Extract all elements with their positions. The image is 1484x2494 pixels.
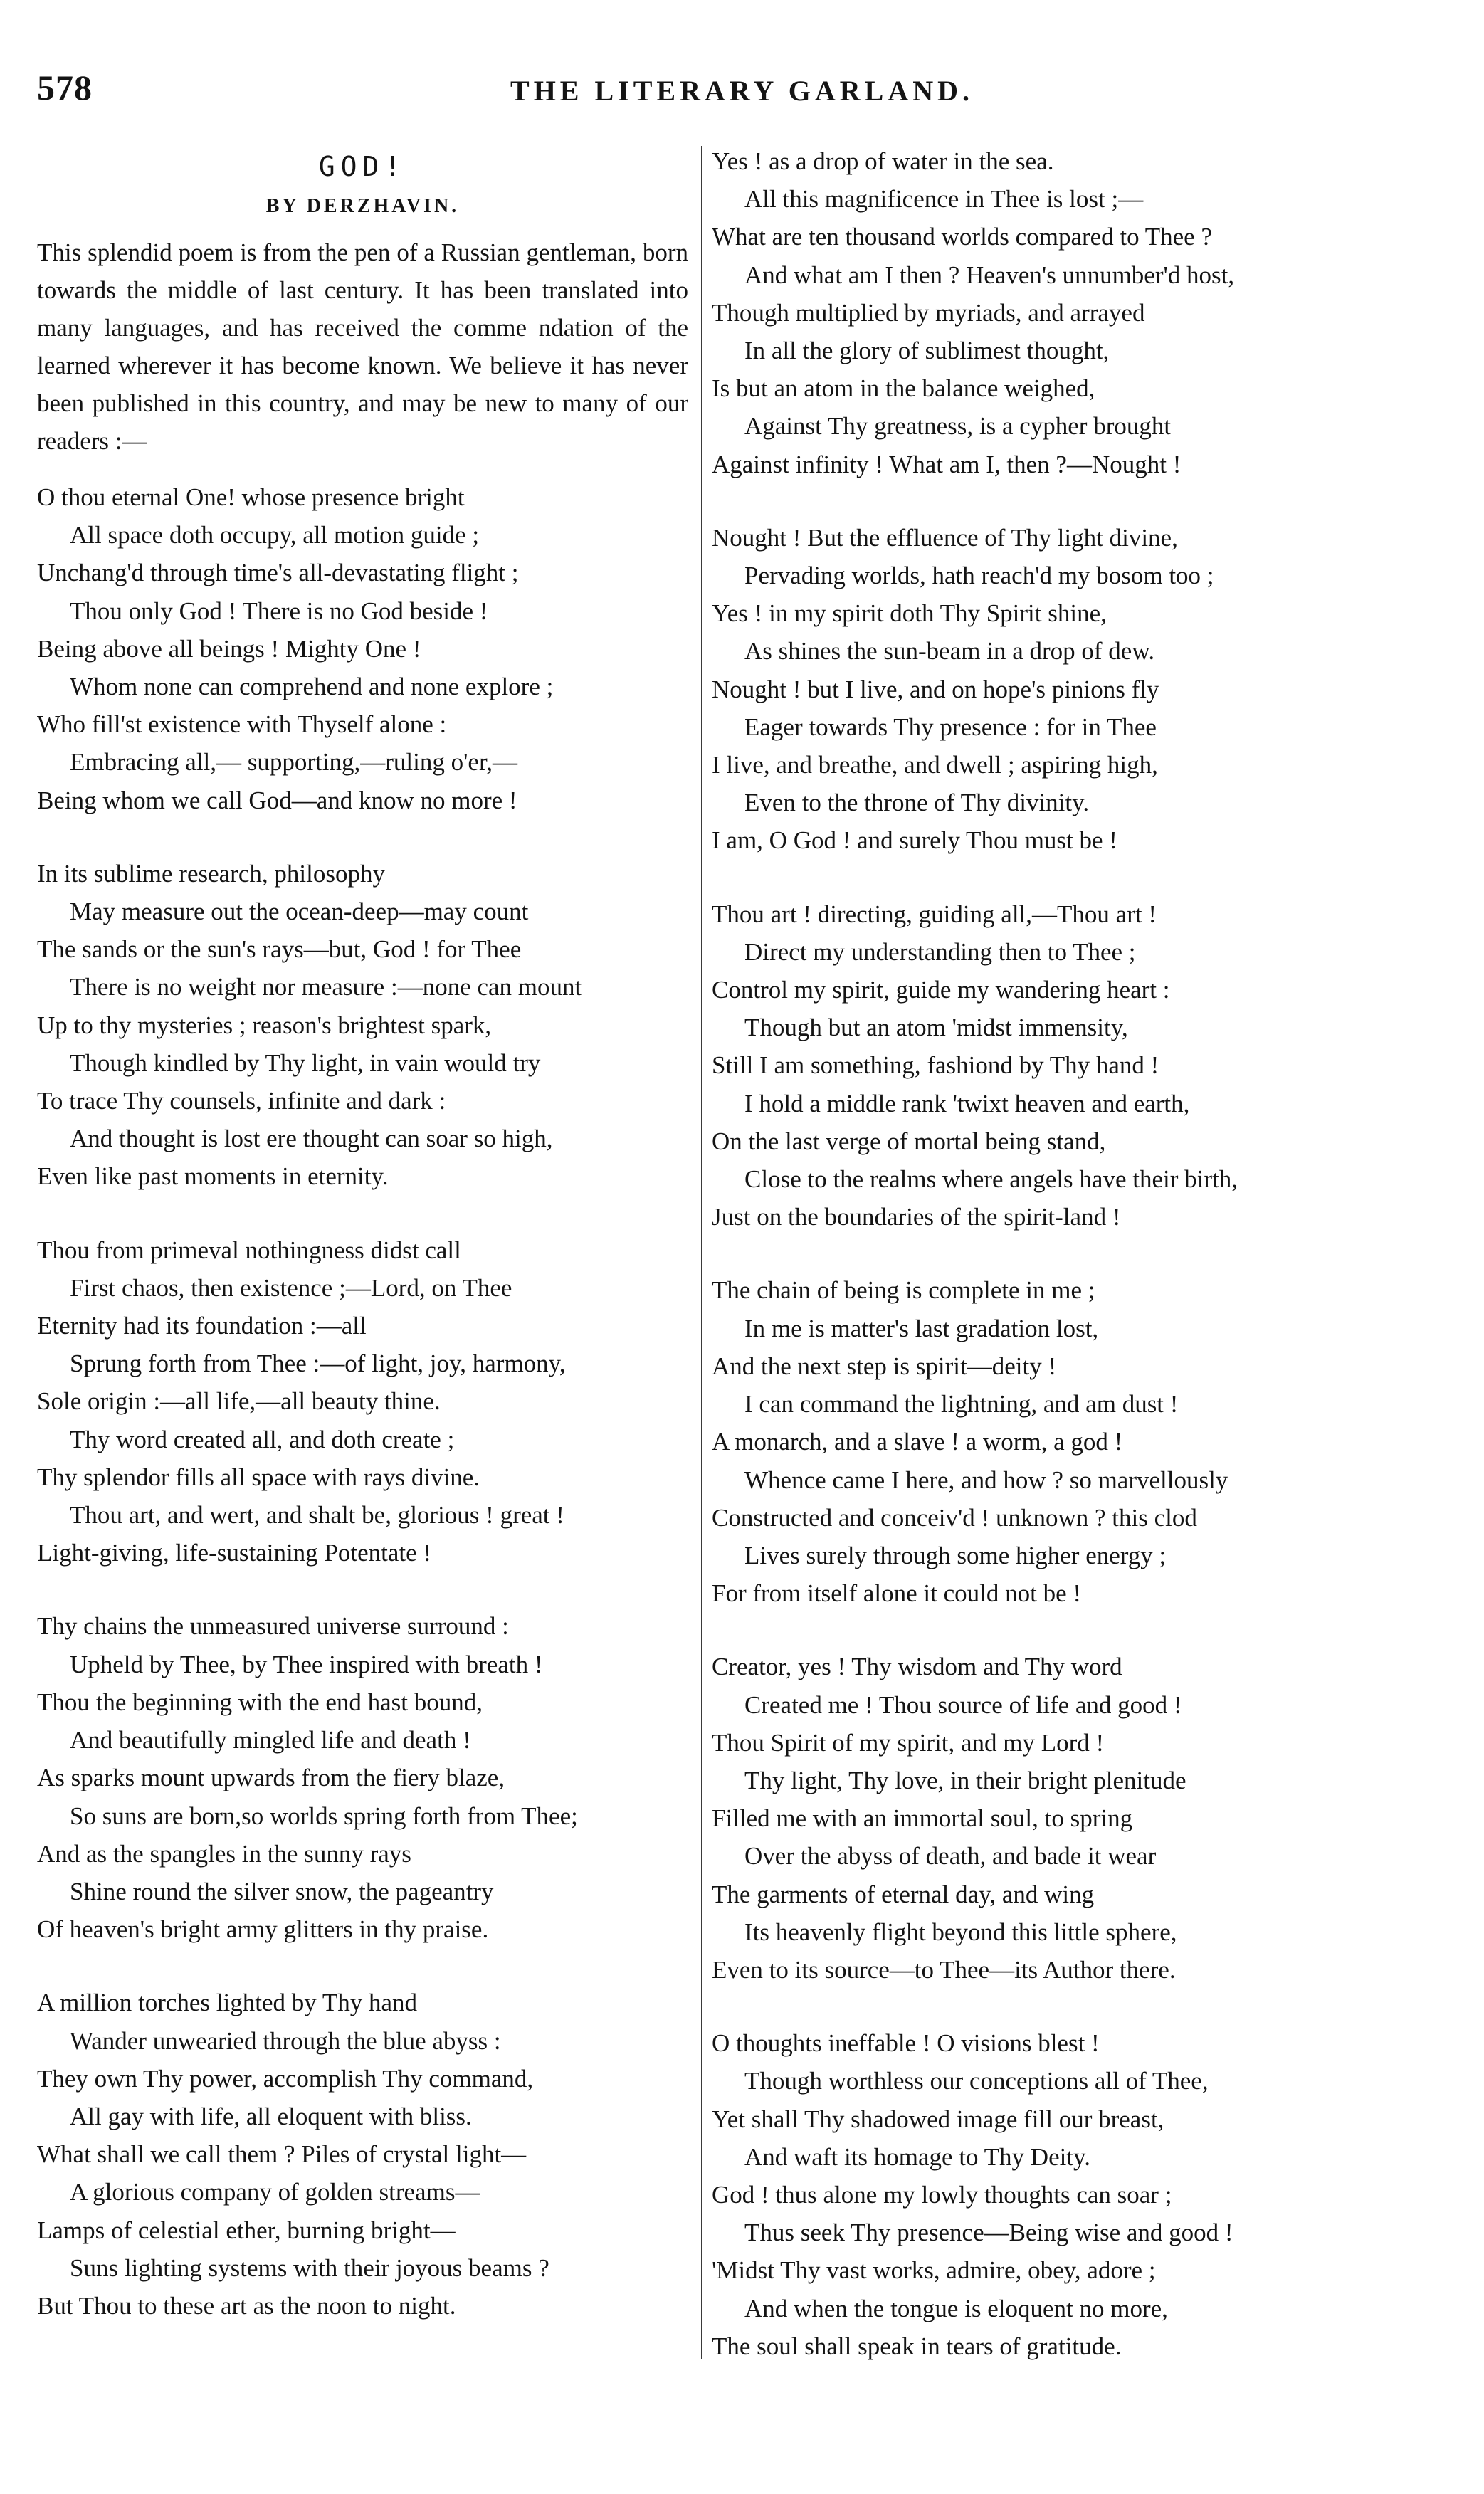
verse-line: Though worthless our conceptions all of Thee, [744, 2067, 1209, 2095]
verse-line: Eager towards Thy presence : for in Thee [744, 712, 1157, 741]
verse-line: Pervading worlds, hath reach'd my bosom too ; [744, 562, 1214, 590]
verse-line: Thou the beginning with the end hast bound, [37, 1688, 483, 1716]
stanza [712, 142, 1445, 483]
verse-line: Thou art ! directing, guiding all,—Thou art ! [712, 900, 1157, 928]
verse-line: Just on the boundaries of the spirit-land ! [712, 1203, 1121, 1231]
verse-line: Who fill'st existence with Thyself alone : [37, 710, 447, 739]
verse-line: In me is matter's last gradation lost, [744, 1314, 1099, 1342]
verse-line: I live, and breathe, and dwell ; aspiring high, [712, 751, 1158, 779]
verse-line: Thy chains the unmeasured universe surround : [37, 1612, 509, 1641]
verse-line: And when the tongue is eloquent no more, [744, 2294, 1168, 2322]
verse-line: Against infinity ! What am I, then ?—Nought ! [712, 450, 1182, 478]
verse-line: Whence came I here, and how ? so marvellously [744, 1466, 1228, 1494]
verse-line: In all the glory of sublimest thought, [744, 337, 1110, 365]
verse-line: God ! thus alone my lowly thoughts can soar ; [712, 2180, 1172, 2209]
verse-line: Sprung forth from Thee :—of light, joy, harmony, [70, 1349, 566, 1378]
verse-line: And the next step is spirit—deity ! [712, 1352, 1057, 1380]
verse-line: For from itself alone it could not be ! [712, 1579, 1082, 1608]
intro-text: This splendid poem is from the pen of a Russian gentleman, born towards the middle of last century. It has been translated into many languages, and has received the comme ndation of the learned wherever it has become known. We believe it has never been published in this country, and may be new to many of our readers :— [37, 238, 688, 455]
verse-line: So suns are born,so worlds spring forth from Thee; [70, 1801, 578, 1830]
verse-line: A million torches lighted by Thy hand [37, 1989, 418, 2017]
verse-line: Being above all beings ! Mighty One ! [37, 634, 421, 663]
verse-line: Lamps of celestial ether, burning bright— [37, 2216, 456, 2244]
verse-line: On the last verge of mortal being stand, [712, 1127, 1106, 1155]
verse-line: The chain of being is complete in me ; [712, 1276, 1095, 1305]
verse-line: And thought is lost ere thought can soar so high, [70, 1125, 553, 1153]
verse-line: All this magnificence in Thee is lost ;— [744, 185, 1144, 214]
verse-line: What shall we call them ? Piles of crystal light— [37, 2140, 527, 2169]
verse-line: Sole origin :—all life,—all beauty thine. [37, 1387, 441, 1416]
verse-line: Shine round the silver snow, the pageantry [70, 1877, 494, 1905]
verse-line: Eternity had its foundation :—all [37, 1312, 367, 1340]
verse-line: Thou from primeval nothingness didst call [37, 1236, 461, 1264]
verse-line: Of heaven's bright army glitters in thy praise. [37, 1915, 489, 1944]
verse-line: Even like past moments in eternity. [37, 1162, 389, 1191]
verse-line: What are ten thousand worlds compared to Thee ? [712, 223, 1212, 251]
verse-line: Suns lighting systems with their joyous beams ? [70, 2253, 549, 2282]
verse-line: But Thou to these art as the noon to night. [37, 2291, 456, 2320]
stanza [37, 478, 688, 819]
verse-line: O thou eternal One! whose presence bright [37, 483, 465, 511]
verse-line: 'Midst Thy vast works, admire, obey, adore ; [712, 2256, 1156, 2285]
verse-line: And as the spangles in the sunny rays [37, 1839, 411, 1868]
verse-line: To trace Thy counsels, infinite and dark : [37, 1087, 446, 1115]
verse-line: All gay with life, all eloquent with bliss. [70, 2102, 472, 2130]
stanza [712, 2024, 1445, 2365]
verse-line: Still I am something, fashiond by Thy hand ! [712, 1051, 1159, 1080]
verse-line: And what am I then ? Heaven's unnumber'd host, [744, 261, 1235, 289]
left-column [37, 142, 688, 2360]
verse-line: As shines the sun-beam in a drop of dew. [744, 637, 1155, 665]
stanza [37, 1231, 688, 1572]
verse-line: The garments of eternal day, and wing [712, 1880, 1095, 1908]
verse-line: And waft its homage to Thy Deity. [744, 2142, 1091, 2171]
verse-line: Thy splendor fills all space with rays divine. [37, 1463, 480, 1491]
verse-line: A monarch, and a slave ! a worm, a god ! [712, 1428, 1123, 1456]
verse-line: Though kindled by Thy light, in vain would try [70, 1048, 541, 1077]
verse-line: Yes ! in my spirit doth Thy Spirit shine, [712, 599, 1107, 628]
verse-line: Thou art, and wert, and shalt be, glorious ! great ! [70, 1501, 564, 1530]
stanza [712, 1648, 1445, 1989]
stanza [37, 1607, 688, 1948]
verse-line: Created me ! Thou source of life and good ! [744, 1690, 1182, 1719]
verse-line: Is but an atom in the balance weighed, [712, 374, 1095, 403]
verse-line: Though but an atom 'midst immensity, [744, 1014, 1128, 1042]
verse-line: All space doth occupy, all motion guide ; [70, 521, 480, 549]
verse-line: First chaos, then existence ;—Lord, on Thee [70, 1273, 512, 1302]
running-title: THE LITERARY GARLAND. [510, 75, 974, 107]
verse-line: Even to the throne of Thy divinity. [744, 789, 1090, 817]
verse-line: Embracing all,— supporting,—ruling o'er,— [70, 748, 517, 777]
page-header [0, 67, 1484, 124]
byline: BY DERZHAVIN. [265, 195, 460, 217]
verse-line: May measure out the ocean-deep—may count [70, 898, 529, 926]
verse-line: Its heavenly flight beyond this little sphere, [744, 1917, 1177, 1946]
verse-line: Whom none can comprehend and none explore ; [70, 673, 554, 701]
verse-line: Creator, yes ! Thy wisdom and Thy word [712, 1653, 1122, 1681]
verse-line: Being whom we call God—and know no more ! [37, 786, 517, 814]
verse-line: There is no weight nor measure :—none can mount [70, 973, 582, 1001]
right-stanzas [712, 142, 1445, 2365]
verse-line: They own Thy power, accomplish Thy command, [37, 2064, 534, 2093]
page-number: 578 [37, 68, 93, 107]
stanza [37, 855, 688, 1196]
verse-line: I can command the lightning, and am dust ! [744, 1390, 1179, 1419]
verse-line: Wander unwearied through the blue abyss : [70, 2026, 501, 2055]
stanza [712, 1271, 1445, 1612]
verse-line: Upheld by Thee, by Thee inspired with breath ! [70, 1650, 543, 1678]
verse-line: Though multiplied by myriads, and arrayed [712, 298, 1145, 327]
verse-line: Thy light, Thy love, in their bright plenitude [744, 1766, 1186, 1794]
stanza [712, 895, 1445, 1236]
poem-title: GOD! [318, 151, 407, 182]
verse-line: In its sublime research, philosophy [37, 859, 385, 888]
verse-line: Yet shall Thy shadowed image fill our breast, [712, 2105, 1164, 2133]
verse-line: Filled me with an immortal soul, to spring [712, 1804, 1133, 1833]
verse-line: Thou only God ! There is no God beside ! [70, 596, 488, 625]
verse-line: Thou Spirit of my spirit, and my Lord ! [712, 1728, 1105, 1757]
verse-line: Constructed and conceiv'd ! unknown ? this clod [712, 1503, 1197, 1532]
intro-paragraph [37, 233, 688, 460]
verse-line: As sparks mount upwards from the fiery blaze, [37, 1764, 505, 1792]
verse-line: And beautifully mingled life and death ! [70, 1726, 471, 1754]
verse-line: I am, O God ! and surely Thou must be ! [712, 826, 1117, 855]
verse-line: The sands or the sun's rays—but, God ! for Thee [37, 935, 522, 964]
verse-line: Over the abyss of death, and bade it wear [744, 1842, 1157, 1871]
verse-line: Lives surely through some higher energy ; [744, 1541, 1167, 1569]
verse-line: Unchang'd through time's all-devastating flight ; [37, 559, 519, 587]
stanza [712, 519, 1445, 860]
column-divider [701, 146, 702, 2359]
verse-line: Up to thy mysteries ; reason's brightest spark, [37, 1011, 492, 1039]
verse-line: Direct my understanding then to Thee ; [744, 937, 1136, 966]
verse-line: Close to the realms where angels have their birth, [744, 1165, 1238, 1194]
verse-line: I hold a middle rank 'twixt heaven and earth, [744, 1089, 1190, 1117]
verse-line: O thoughts ineffable ! O visions blest ! [712, 2029, 1100, 2058]
left-stanzas [37, 478, 688, 2325]
verse-line: Control my spirit, guide my wandering heart : [712, 976, 1170, 1004]
verse-line: The soul shall speak in tears of gratitude. [712, 2332, 1122, 2360]
verse-line: Nought ! But the effluence of Thy light divine, [712, 523, 1178, 552]
verse-line: Yes ! as a drop of water in the sea. [712, 147, 1054, 175]
stanza [37, 1984, 688, 2325]
verse-line: Thy word created all, and doth create ; [70, 1425, 455, 1453]
verse-line: A glorious company of golden streams— [70, 2178, 480, 2206]
verse-line: Thus seek Thy presence—Being wise and good ! [744, 2219, 1233, 2247]
right-column [712, 142, 1445, 2401]
verse-line: Nought ! but I live, and on hope's pinions fly [712, 675, 1159, 703]
verse-line: Even to its source—to Thee—its Author there. [712, 1955, 1176, 1984]
verse-line: Against Thy greatness, is a cypher brought [744, 412, 1172, 441]
verse-line: Light-giving, life-sustaining Potentate ! [37, 1539, 432, 1567]
